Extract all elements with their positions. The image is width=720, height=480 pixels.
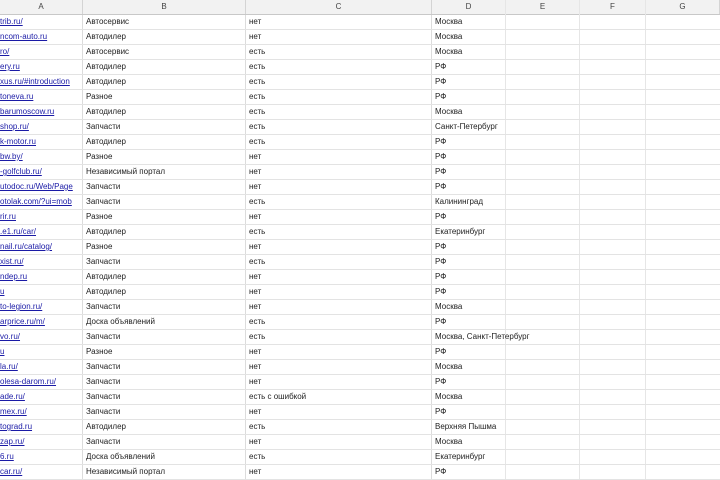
url-cell[interactable]: [0, 15, 83, 29]
region-cell[interactable]: РФ: [435, 92, 447, 101]
type-cell[interactable]: Запчасти: [83, 405, 246, 419]
region-cell[interactable]: РФ: [435, 137, 447, 146]
type-cell[interactable]: Автодилер: [83, 30, 246, 44]
url-link[interactable]: nail.ru/catalog/: [0, 242, 53, 251]
type-cell[interactable]: Запчасти: [83, 390, 246, 404]
region-cell[interactable]: РФ: [435, 182, 447, 191]
status-cell[interactable]: есть: [246, 45, 432, 59]
region-cell[interactable]: РФ: [435, 167, 447, 176]
status-cell[interactable]: нет: [246, 210, 432, 224]
table-row: [0, 330, 720, 345]
status-cell[interactable]: есть: [246, 225, 432, 239]
url-cell[interactable]: [0, 285, 83, 299]
type-cell[interactable]: Доска объявлений: [83, 315, 246, 329]
url-link[interactable]: zap.ru/: [0, 437, 25, 446]
region-cell[interactable]: Москва, Санкт-Петербург: [435, 332, 530, 341]
region-cell[interactable]: Калининград: [435, 197, 484, 206]
url-link[interactable]: xist.ru/: [0, 257, 24, 266]
region-cell[interactable]: Москва: [435, 47, 463, 56]
url-cell[interactable]: [0, 180, 83, 194]
table-row: [0, 270, 720, 285]
type-cell[interactable]: Автосервис: [83, 45, 246, 59]
url-link[interactable]: la.ru/: [0, 362, 18, 371]
status-cell[interactable]: нет: [246, 15, 432, 29]
status-cell[interactable]: есть: [246, 75, 432, 89]
table-row: [0, 360, 720, 375]
region-cell[interactable]: РФ: [435, 77, 447, 86]
region-cell[interactable]: Екатеринбург: [435, 227, 486, 236]
url-cell[interactable]: [0, 105, 83, 119]
table-row: [0, 255, 720, 270]
region-cell[interactable]: Москва: [435, 17, 463, 26]
url-cell[interactable]: [0, 405, 83, 419]
type-cell[interactable]: Запчасти: [83, 360, 246, 374]
type-cell[interactable]: Запчасти: [83, 195, 246, 209]
url-link[interactable]: vo.ru/: [0, 332, 21, 341]
url-cell[interactable]: [0, 45, 83, 59]
type-cell[interactable]: Независимый портал: [83, 465, 246, 479]
type-cell[interactable]: Независимый портал: [83, 165, 246, 179]
status-cell[interactable]: нет: [246, 150, 432, 164]
url-cell[interactable]: [0, 120, 83, 134]
type-cell[interactable]: Запчасти: [83, 375, 246, 389]
status-cell[interactable]: нет: [246, 285, 432, 299]
region-cell[interactable]: РФ: [435, 347, 447, 356]
url-cell[interactable]: [0, 360, 83, 374]
region-cell[interactable]: РФ: [435, 212, 447, 221]
url-cell[interactable]: [0, 150, 83, 164]
status-cell[interactable]: есть: [246, 195, 432, 209]
table-row: [0, 90, 720, 105]
region-cell[interactable]: РФ: [435, 407, 447, 416]
table-row: [0, 210, 720, 225]
status-cell[interactable]: нет: [246, 30, 432, 44]
url-link[interactable]: utodoc.ru/Web/Page: [0, 182, 73, 191]
type-cell[interactable]: Автодилер: [83, 270, 246, 284]
url-link[interactable]: u: [0, 287, 5, 296]
table-row: [0, 165, 720, 180]
type-cell[interactable]: Автодилер: [83, 135, 246, 149]
url-link[interactable]: u: [0, 347, 5, 356]
url-cell[interactable]: [0, 75, 83, 89]
table-row: [0, 45, 720, 60]
type-cell[interactable]: Автосервис: [83, 15, 246, 29]
url-link[interactable]: mex.ru/: [0, 407, 27, 416]
type-cell[interactable]: Автодилер: [83, 225, 246, 239]
column-header-b[interactable]: B: [83, 0, 246, 14]
status-cell[interactable]: нет: [246, 240, 432, 254]
status-cell[interactable]: нет: [246, 300, 432, 314]
status-cell[interactable]: есть: [246, 330, 432, 344]
url-link[interactable]: barumoscow.ru: [0, 107, 55, 116]
url-link[interactable]: xus.ru/#introduction: [0, 77, 70, 86]
table-row: [0, 390, 720, 405]
url-cell[interactable]: [0, 345, 83, 359]
table-row: [0, 435, 720, 450]
type-cell[interactable]: Разное: [83, 90, 246, 104]
status-cell[interactable]: есть: [246, 60, 432, 74]
type-cell[interactable]: Автодилер: [83, 60, 246, 74]
url-link[interactable]: otolak.com/?ui=mob: [0, 197, 72, 206]
status-cell[interactable]: нет: [246, 360, 432, 374]
column-header-f[interactable]: F: [580, 0, 646, 14]
column-header-a[interactable]: A: [0, 0, 83, 14]
status-cell[interactable]: нет: [246, 405, 432, 419]
url-cell[interactable]: [0, 270, 83, 284]
type-cell[interactable]: Автодилер: [83, 105, 246, 119]
table-row: [0, 345, 720, 360]
url-link[interactable]: ade.ru/: [0, 392, 25, 401]
region-cell[interactable]: РФ: [435, 377, 447, 386]
table-row: [0, 30, 720, 45]
type-cell[interactable]: Запчасти: [83, 435, 246, 449]
type-cell[interactable]: Запчасти: [83, 300, 246, 314]
status-cell[interactable]: нет: [246, 270, 432, 284]
region-cell[interactable]: РФ: [435, 242, 447, 251]
status-cell[interactable]: есть: [246, 450, 432, 464]
region-cell[interactable]: РФ: [435, 467, 447, 476]
table-row: [0, 60, 720, 75]
url-link[interactable]: ery.ru: [0, 62, 20, 71]
column-header-g[interactable]: G: [646, 0, 720, 14]
data-rows: [0, 15, 720, 480]
table-row: [0, 120, 720, 135]
url-cell[interactable]: [0, 30, 83, 44]
type-cell[interactable]: Автодилер: [83, 420, 246, 434]
table-row: [0, 195, 720, 210]
status-cell[interactable]: нет: [246, 375, 432, 389]
status-cell[interactable]: есть: [246, 90, 432, 104]
column-header-c[interactable]: C: [246, 0, 432, 14]
url-link[interactable]: car.ru/: [0, 467, 23, 476]
status-cell[interactable]: есть: [246, 315, 432, 329]
type-cell[interactable]: Запчасти: [83, 255, 246, 269]
region-cell[interactable]: Москва: [435, 302, 463, 311]
url-link[interactable]: tograd.ru: [0, 422, 33, 431]
url-cell[interactable]: [0, 330, 83, 344]
table-row: [0, 240, 720, 255]
status-cell[interactable]: есть: [246, 255, 432, 269]
url-link[interactable]: to-legion.ru/: [0, 302, 43, 311]
url-link[interactable]: arprice.ru/m/: [0, 317, 45, 326]
url-cell[interactable]: [0, 390, 83, 404]
region-cell[interactable]: Санкт-Петербург: [435, 122, 498, 131]
url-cell[interactable]: [0, 240, 83, 254]
region-cell[interactable]: РФ: [435, 257, 447, 266]
type-cell[interactable]: Запчасти: [83, 180, 246, 194]
status-cell[interactable]: есть: [246, 420, 432, 434]
url-link[interactable]: olesa-darom.ru/: [0, 377, 57, 386]
table-row: [0, 375, 720, 390]
type-cell[interactable]: Запчасти: [83, 330, 246, 344]
table-row: [0, 450, 720, 465]
type-cell[interactable]: Разное: [83, 150, 246, 164]
url-link[interactable]: shop.ru/: [0, 122, 29, 131]
region-cell[interactable]: Москва: [435, 362, 463, 371]
status-cell[interactable]: есть: [246, 120, 432, 134]
url-link[interactable]: .e1.ru/car/: [0, 227, 37, 236]
type-cell[interactable]: Автодилер: [83, 75, 246, 89]
status-cell[interactable]: нет: [246, 180, 432, 194]
region-cell[interactable]: РФ: [435, 272, 447, 281]
column-header-e[interactable]: E: [506, 0, 580, 14]
status-cell[interactable]: есть: [246, 135, 432, 149]
table-row: [0, 420, 720, 435]
url-cell[interactable]: [0, 195, 83, 209]
region-cell[interactable]: Екатеринбург: [435, 452, 486, 461]
url-cell[interactable]: [0, 135, 83, 149]
type-cell[interactable]: Доска объявлений: [83, 450, 246, 464]
url-link[interactable]: ro/: [0, 47, 10, 56]
status-cell[interactable]: есть с ошибкой: [246, 390, 432, 404]
type-cell[interactable]: Разное: [83, 210, 246, 224]
url-cell[interactable]: [0, 375, 83, 389]
url-cell[interactable]: [0, 225, 83, 239]
url-link[interactable]: k-motor.ru: [0, 137, 37, 146]
url-link[interactable]: rir.ru: [0, 212, 16, 221]
status-cell[interactable]: нет: [246, 345, 432, 359]
column-header-d[interactable]: D: [432, 0, 506, 14]
table-row: [0, 300, 720, 315]
table-row: [0, 465, 720, 480]
url-cell[interactable]: [0, 300, 83, 314]
url-cell[interactable]: [0, 315, 83, 329]
region-cell[interactable]: РФ: [435, 62, 447, 71]
table-row: [0, 15, 720, 30]
region-cell[interactable]: РФ: [435, 317, 447, 326]
table-row: [0, 135, 720, 150]
url-cell[interactable]: [0, 420, 83, 434]
table-row: [0, 315, 720, 330]
type-cell[interactable]: Разное: [83, 240, 246, 254]
table-row: [0, 150, 720, 165]
status-cell[interactable]: нет: [246, 465, 432, 479]
status-cell[interactable]: есть: [246, 105, 432, 119]
status-cell[interactable]: нет: [246, 435, 432, 449]
url-cell[interactable]: [0, 465, 83, 479]
table-row: [0, 180, 720, 195]
type-cell[interactable]: Автодилер: [83, 285, 246, 299]
type-cell[interactable]: Запчасти: [83, 120, 246, 134]
url-cell[interactable]: [0, 60, 83, 74]
url-cell[interactable]: [0, 210, 83, 224]
url-cell[interactable]: [0, 255, 83, 269]
status-cell[interactable]: нет: [246, 165, 432, 179]
region-cell[interactable]: Москва: [435, 32, 463, 41]
url-link[interactable]: ncom-auto.ru: [0, 32, 48, 41]
table-row: [0, 75, 720, 90]
url-link[interactable]: bw.by/: [0, 152, 23, 161]
region-cell[interactable]: Верхняя Пышма: [435, 422, 497, 431]
type-cell[interactable]: Разное: [83, 345, 246, 359]
table-row: [0, 285, 720, 300]
url-cell[interactable]: [0, 450, 83, 464]
table-row: [0, 405, 720, 420]
url-link[interactable]: toneva.ru: [0, 92, 34, 101]
region-cell[interactable]: Москва: [435, 437, 463, 446]
table-row: [0, 105, 720, 120]
column-header-bar: [0, 0, 720, 15]
url-link[interactable]: trib.ru/: [0, 17, 23, 26]
url-link[interactable]: 6.ru: [0, 452, 14, 461]
url-cell[interactable]: [0, 165, 83, 179]
table-row: [0, 225, 720, 240]
url-link[interactable]: ndep.ru: [0, 272, 28, 281]
region-cell[interactable]: РФ: [435, 152, 447, 161]
region-cell[interactable]: Москва: [435, 107, 463, 116]
url-cell[interactable]: [0, 435, 83, 449]
region-cell[interactable]: Москва: [435, 392, 463, 401]
url-link[interactable]: -golfclub.ru/: [0, 167, 42, 176]
region-cell[interactable]: РФ: [435, 287, 447, 296]
url-cell[interactable]: [0, 90, 83, 104]
